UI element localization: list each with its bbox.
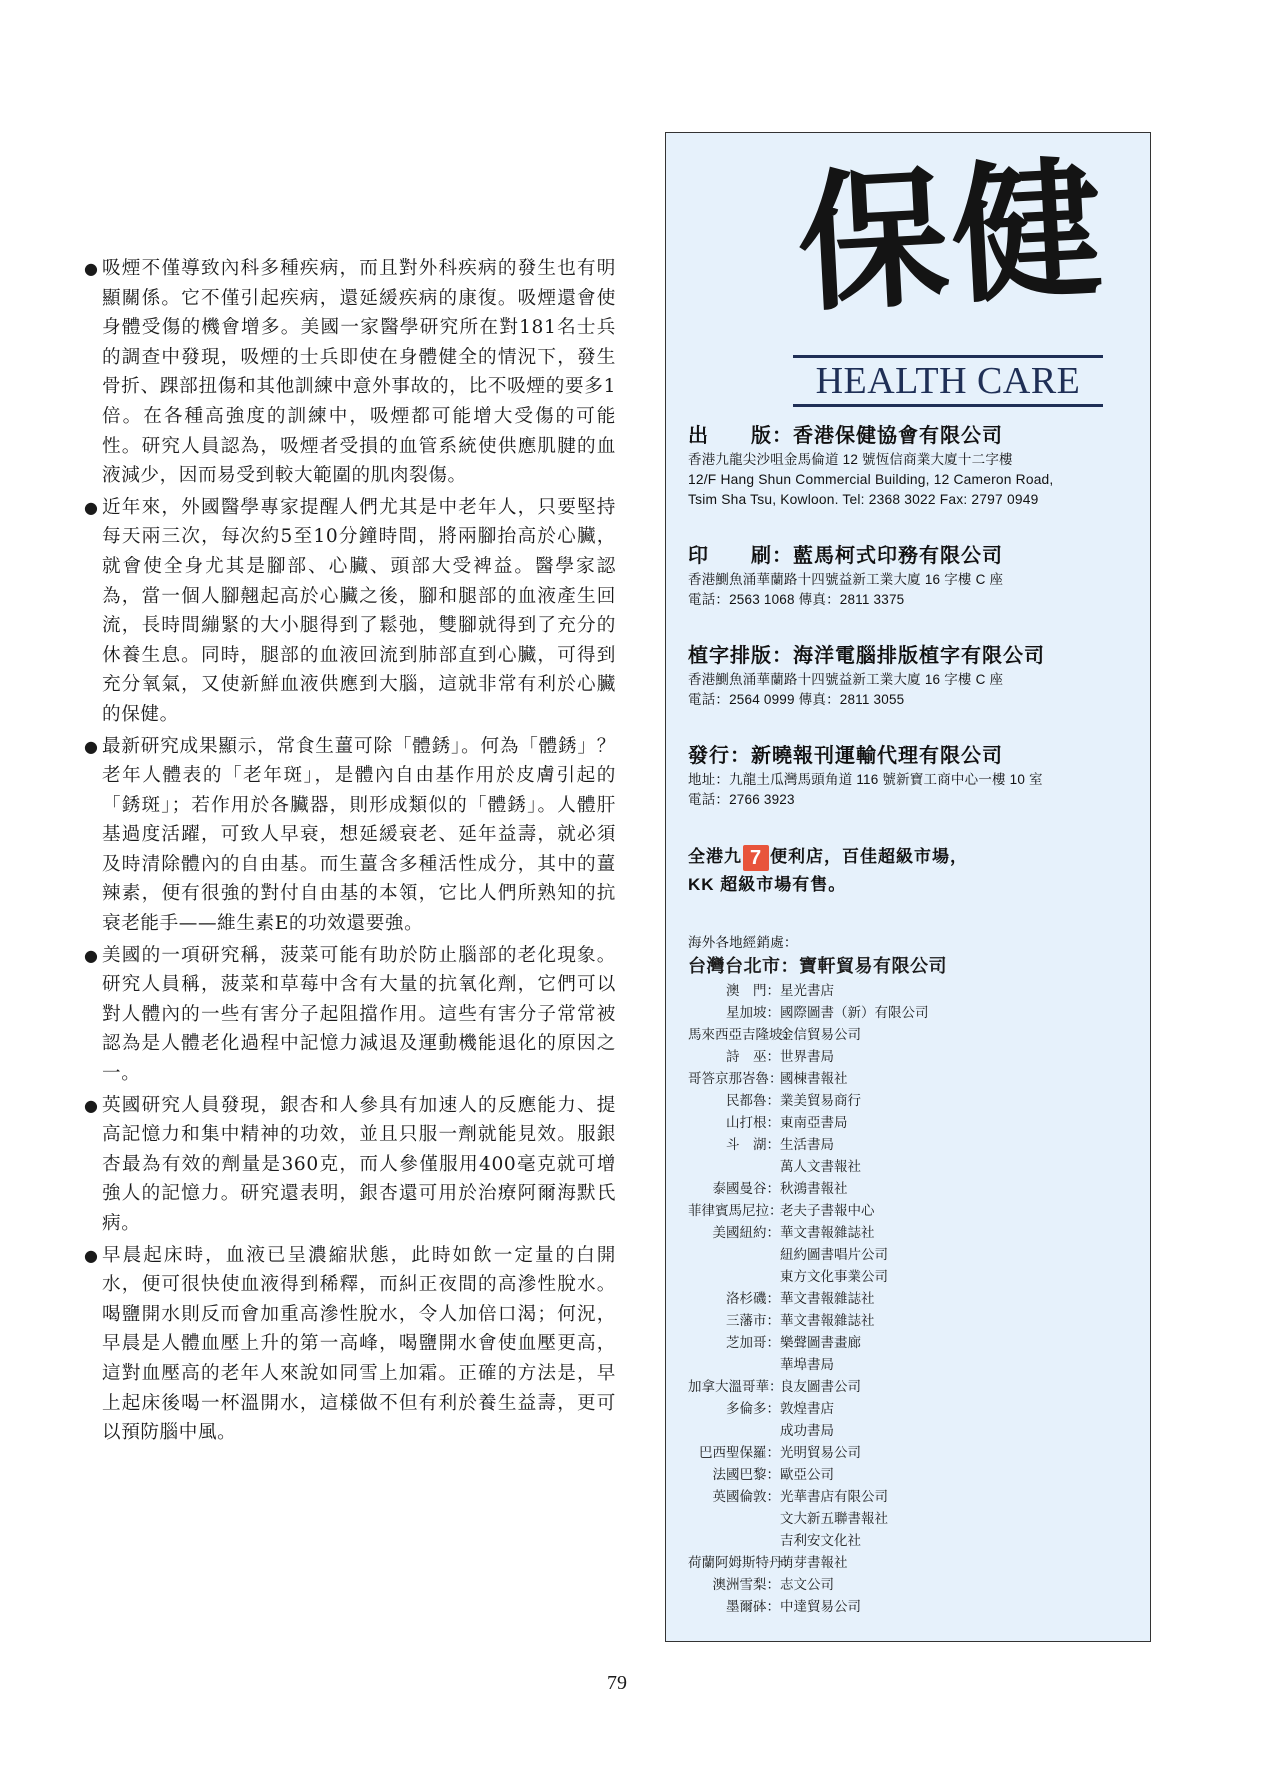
overseas-city: 美國紐約： [712, 1225, 780, 1240]
overseas-section [688, 933, 1138, 1618]
bullet-item [84, 732, 616, 939]
overseas-agent: 東方文化事業公司 [780, 1269, 888, 1284]
overseas-row [688, 1574, 1138, 1596]
bullet-text: 英國研究人員發現，銀杏和人參具有加速人的反應能力、提高記憶力和集中精神的功效，並且只服一劑就能見效。服銀杏最為有效的劑量是360克，而人參僅服用400毫克就可增強人的記憶力。研究還表明，銀杏還可用於治療阿爾海默氏病。 [102, 1094, 616, 1234]
overseas-row [688, 1068, 1138, 1090]
overseas-city: 泰國曼谷： [712, 1181, 780, 1196]
typesetter-contact: 電話：2564 0999 傳真：2811 3055 [688, 692, 905, 707]
overseas-agent: 紐約圖書唱片公司 [780, 1247, 888, 1262]
publisher-address: 香港九龍尖沙咀金馬倫道 12 號恆信商業大廈十二字樓 [688, 452, 1013, 467]
overseas-agent: 生活書局 [780, 1137, 834, 1152]
overseas-agent: 良友圖書公司 [780, 1379, 861, 1394]
overseas-city: 菲律賓馬尼拉： [688, 1203, 783, 1218]
overseas-agent: 志文公司 [780, 1577, 834, 1592]
publisher-address-en: 12/F Hang Shun Commercial Building, 12 Cameron Road, [688, 472, 1054, 487]
overseas-agent: 東南亞書局 [780, 1115, 848, 1130]
overseas-row [688, 1046, 1138, 1068]
overseas-row [688, 1178, 1138, 1200]
overseas-agent: 華文書報雜誌社 [780, 1225, 875, 1240]
overseas-agent: 業美貿易商行 [780, 1093, 861, 1108]
article-body [84, 254, 616, 1448]
overseas-row [688, 1134, 1138, 1156]
bullet-item [84, 1241, 616, 1448]
overseas-agent: 光明貿易公司 [780, 1445, 861, 1460]
masthead-panel [665, 132, 1151, 1642]
bullet-icon: ● [84, 1245, 99, 1265]
printer-contact: 電話：2563 1068 傳真：2811 3375 [688, 592, 905, 607]
overseas-row [688, 1112, 1138, 1134]
overseas-agent: 秋鴻書報社 [780, 1181, 848, 1196]
bullet-text: 美國的一項研究稱，菠菜可能有助於防止腦部的老化現象。研究人員稱，菠菜和草莓中含有大量的抗氧化劑，它們可以對人體內的一些有害分子起阻擋作用。這些有害分子常常被認為是人體老化過程中記憶力減退及運動機能退化的原因之一。 [102, 944, 616, 1085]
overseas-city: 澳 門： [726, 983, 780, 998]
overseas-agent: 光華書店有限公司 [780, 1489, 888, 1504]
typesetter-heading: 植字排版：海洋電腦排版植字有限公司 [688, 645, 1045, 667]
overseas-city: 民都魯： [726, 1093, 780, 1108]
overseas-city: 斗 湖： [726, 1137, 780, 1152]
seven-eleven-logo-icon: 7 [743, 845, 769, 871]
overseas-agent: 華文書報雜誌社 [780, 1313, 875, 1328]
overseas-row [688, 980, 1138, 1002]
overseas-row [688, 1288, 1138, 1310]
distributor-address: 地址：九龍土瓜灣馬頭角道 116 號新寶工商中心一樓 10 室 [688, 772, 1043, 787]
overseas-row [688, 1596, 1138, 1618]
publisher-contact: Tsim Sha Tsu, Kowloon. Tel: 2368 3022 Fax: 2797 0949 [688, 492, 1039, 507]
overseas-city: 馬來西亞吉隆坡： [688, 1027, 796, 1042]
overseas-city: 澳洲雪梨： [712, 1577, 780, 1592]
overseas-distributor-list [688, 980, 1138, 1618]
overseas-city: 法國巴黎： [712, 1467, 780, 1482]
overseas-row [688, 1200, 1138, 1222]
overseas-agent: 星光書店 [780, 983, 834, 998]
overseas-city: 洛杉磯： [726, 1291, 780, 1306]
overseas-city: 芝加哥： [726, 1335, 780, 1350]
overseas-row [688, 1332, 1138, 1354]
distributor-section [688, 743, 1138, 810]
bullet-item [84, 493, 616, 730]
overseas-row [688, 1398, 1138, 1420]
printer-address: 香港鰂魚涌華蘭路十四號益新工業大廈 16 字樓 C 座 [688, 572, 1004, 587]
typesetter-section [688, 643, 1138, 710]
overseas-agent: 萬人文書報社 [780, 1159, 861, 1174]
distributor-contact: 電話：2766 3923 [688, 792, 795, 807]
overseas-label: 海外各地經銷處： [688, 935, 798, 950]
page-number: 79 [607, 1672, 627, 1694]
bullet-icon: ● [84, 497, 99, 517]
bullet-icon: ● [84, 259, 99, 278]
overseas-row [688, 1244, 1138, 1266]
printer-heading: 印 刷：藍馬柯式印務有限公司 [688, 545, 1003, 567]
overseas-row [688, 1310, 1138, 1332]
logo-wordmark-band [793, 355, 1103, 407]
overseas-city: 山打根： [726, 1115, 780, 1130]
overseas-city: 加拿大溫哥華： [688, 1379, 783, 1394]
publisher-heading: 出 版：香港保健協會有限公司 [688, 425, 1003, 447]
publisher-section [688, 423, 1138, 510]
bullet-item [84, 254, 616, 491]
overseas-city: 星加坡： [726, 1005, 780, 1020]
bullet-text: 吸煙不僅導致內科多種疾病，而且對外科疾病的發生也有明顯關係。它不僅引起疾病，還延緩疾病的康復。吸煙還會使身體受傷的機會增多。美國一家醫學研究所在對181名士兵的調查中發現，吸煙的士兵即使在身體健全的情況下，發生骨折、踝部扭傷和其他訓練中意外事故的，比不吸煙的要多1倍。在各種高強度的訓練中，吸煙都可能增大受傷的可能性。研究人員認為，吸煙者受損的血管系統使供應肌腱的血液減少，因而易受到較大範圍的肌肉裂傷。 [102, 258, 616, 487]
overseas-row [688, 1508, 1138, 1530]
overseas-agent: 老夫子書報中心 [780, 1203, 875, 1218]
overseas-agent: 文大新五聯書報社 [780, 1511, 888, 1526]
retail-section [688, 843, 1138, 898]
overseas-city: 巴西聖保羅： [699, 1445, 780, 1460]
overseas-agent: 歐亞公司 [780, 1467, 834, 1482]
overseas-agent: 華文書報雜誌社 [780, 1291, 875, 1306]
retail-line-1: 全港九 7 便利店，百佳超級市場， [688, 846, 968, 869]
overseas-agent: 金信貿易公司 [780, 1027, 861, 1042]
bullet-icon: ● [84, 736, 99, 756]
overseas-row [688, 1156, 1138, 1178]
overseas-heading: 台灣台北市：寶軒貿易有限公司 [688, 956, 947, 976]
typesetter-address: 香港鰂魚涌華蘭路十四號益新工業大廈 16 字樓 C 座 [688, 672, 1004, 687]
overseas-city: 詩 巫： [726, 1049, 780, 1064]
overseas-row [688, 1090, 1138, 1112]
bullet-text: 早晨起床時，血液已呈濃縮狀態，此時如飲一定量的白開水，便可很快使血液得到稀釋，而糾正夜間的高滲性脫水。喝鹽開水則反而會加重高滲性脫水，令人加倍口渴；何況，早晨是人體血壓上升的第一高峰，喝鹽開水會使血壓更高，這對血壓高的老年人來說如同雪上加霜。正確的方法是，早上起床後喝一杯溫開水，這樣做不但有利於養生益壽，更可以預防腦中風。 [102, 1244, 616, 1444]
overseas-row [688, 1024, 1138, 1046]
overseas-agent: 樂聲圖書畫廊 [780, 1335, 861, 1350]
overseas-city: 荷蘭阿姆斯特丹： [688, 1555, 796, 1570]
bullet-icon: ● [84, 945, 99, 965]
overseas-agent: 成功書局 [780, 1423, 834, 1438]
bullet-text: 近年來，外國醫學專家提醒人們尤其是中老年人，只要堅持每天兩三次，每次約5至10分鐘時間，將兩腳抬高於心臟，就會使全身尤其是腳部、心臟、頭部大受裨益。醫學家認為，當一個人腳翹起高於心臟之後，腳和腿部的血液產生回流，長時間繃緊的大小腿得到了鬆弛，雙腳就得到了充分的休養生息。同時，腿部的血液回流到肺部直到心臟，可得到充分氧氣，又使新鮮血液供應到大腦，這就非常有利於心臟的保健。 [102, 496, 616, 725]
overseas-city: 英國倫敦： [712, 1489, 780, 1504]
overseas-agent: 國際圖書（新）有限公司 [780, 1005, 929, 1020]
overseas-city: 多倫多： [726, 1401, 780, 1416]
bullet-text: 最新研究成果顯示，常食生薑可除「體銹」。何為「體銹」？老年人體表的「老年斑」，是體內自由基作用於皮膚引起的「銹斑」；若作用於各臟器，則形成類似的「體銹」。人體肝基過度活躍，可致人早衰，想延緩衰老、延年益壽，就必須及時清除體內的自由基。而生薑含多種活性成分，其中的薑辣素，便有很強的對付自由基的本領，它比人們所熟知的抗衰老能手——維生素E的功效還要強。 [102, 735, 616, 935]
bullet-item [84, 1091, 616, 1239]
overseas-row [688, 1420, 1138, 1442]
overseas-row [688, 1552, 1138, 1574]
overseas-agent: 中達貿易公司 [780, 1599, 861, 1614]
overseas-row [688, 1376, 1138, 1398]
overseas-city: 三藩市： [726, 1313, 780, 1328]
overseas-row [688, 1464, 1138, 1486]
overseas-row [688, 1002, 1138, 1024]
overseas-agent: 華埠書局 [780, 1357, 834, 1372]
overseas-agent: 吉利安文化社 [780, 1533, 861, 1548]
overseas-city: 墨爾砵： [726, 1599, 780, 1614]
overseas-row [688, 1442, 1138, 1464]
retail-line-2: KK 超級市場有售。 [688, 874, 847, 894]
bullet-item [84, 941, 616, 1089]
health-care-logo [793, 141, 1113, 402]
distributor-heading: 發行：新曉報刊運輸代理有限公司 [688, 745, 1003, 767]
overseas-row [688, 1354, 1138, 1376]
overseas-agent: 敦煌書店 [780, 1401, 834, 1416]
overseas-agent: 國棟書報社 [780, 1071, 848, 1086]
logo-wordmark: HEALTH CARE [815, 360, 1081, 402]
overseas-row [688, 1530, 1138, 1552]
logo-calligraphy: 保健 [793, 141, 1111, 333]
overseas-row [688, 1486, 1138, 1508]
overseas-agent: 萌芽書報社 [780, 1555, 848, 1570]
overseas-row [688, 1222, 1138, 1244]
overseas-city: 哥答京那峇魯： [688, 1071, 783, 1086]
printer-section [688, 543, 1138, 610]
overseas-agent: 世界書局 [780, 1049, 834, 1064]
bullet-icon: ● [84, 1095, 99, 1115]
overseas-row [688, 1266, 1138, 1288]
